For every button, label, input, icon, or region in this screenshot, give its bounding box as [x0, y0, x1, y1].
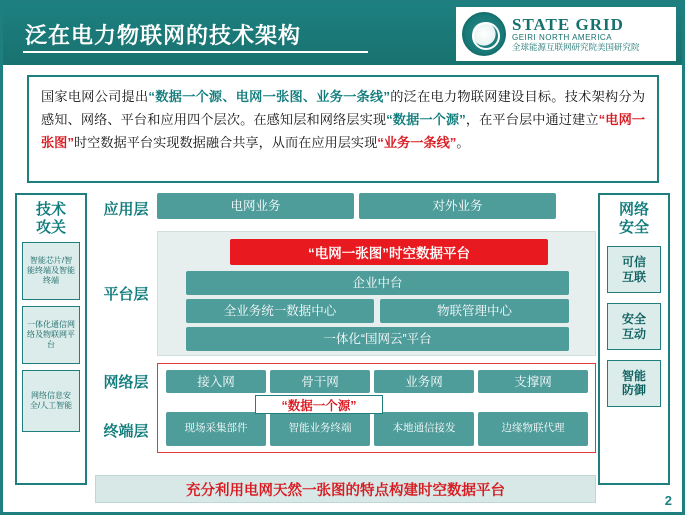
right-item-2-line-1: 智能 — [621, 368, 646, 383]
page-title: 泛在电力物联网的技术架构 — [25, 23, 302, 48]
terminal-cell-1: 智能业务终端 — [270, 412, 370, 446]
title-underline — [23, 51, 368, 53]
left-column-tech — [15, 193, 87, 485]
left-item-2: 网络信息安全/人工智能 — [22, 370, 80, 432]
right-item-2-line-2: 防御 — [621, 383, 646, 398]
right-column-security — [598, 193, 670, 485]
left-column-title — [17, 201, 85, 236]
platform-highlight-cell: “电网一张图”时空数据平台 — [230, 239, 548, 265]
network-cell-2: 业务网 — [374, 370, 474, 393]
layer-terminal-label: 终端层 — [103, 422, 149, 440]
layer-application — [95, 193, 596, 223]
architecture-diagram — [95, 193, 596, 485]
para-text-2: 的泛在电力物联网建设目标。技术架构分为感知、网络、平台和应用四个层次。在感知层和网络层实现 — [41, 89, 646, 128]
layer-platform — [157, 231, 596, 356]
para-text-1: 国家电网公司提出 — [41, 89, 149, 104]
network-cell-1: 骨干网 — [270, 370, 370, 393]
platform-cell-iot-center: 物联管理中心 — [380, 299, 569, 323]
right-item-1 — [607, 303, 661, 350]
platform-cell-enterprise: 企业中台 — [186, 271, 569, 295]
right-title-line-2: 安全 — [618, 218, 649, 236]
page-number: 2 — [664, 493, 672, 508]
platform-cell-cloud: 一体化“国网云”平台 — [186, 327, 569, 351]
right-title-line-1: 网络 — [618, 201, 649, 218]
terminal-cell-3: 边缘物联代理 — [478, 412, 588, 446]
right-item-1-line-2: 互动 — [621, 326, 646, 341]
logo-line-3: 全球能源互联网研究院美国研究院 — [512, 42, 640, 53]
network-cell-3: 支撑网 — [478, 370, 588, 393]
terminal-cell-0: 现场采集部件 — [166, 412, 266, 446]
logo-line-1: STATE GRID — [512, 14, 624, 34]
para-highlight-1: “数据一个源、电网一张图、业务一条线” — [148, 89, 390, 104]
right-item-1-line-1: 安全 — [621, 312, 646, 327]
data-source-badge: “数据一个源” — [255, 395, 383, 414]
para-highlight-3: “电网一张图” — [41, 112, 646, 151]
layer-platform-label: 平台层 — [103, 286, 149, 303]
logo — [456, 7, 676, 61]
app-cell-0: 电网业务 — [157, 193, 354, 219]
state-grid-emblem-icon — [462, 12, 506, 56]
description-paragraph — [27, 75, 659, 183]
para-highlight-2: “数据一个源” — [386, 112, 466, 128]
layer-application-label: 应用层 — [103, 200, 149, 218]
para-text-4: 时空数据平台实现数据融合共享，从而在应用层实现 — [73, 135, 378, 151]
app-cell-1: 对外业务 — [359, 193, 556, 219]
left-item-1: 一体化通信网络及物联网平台 — [22, 306, 80, 364]
bottom-banner: 充分利用电网天然一张图的特点构建时空数据平台 — [95, 475, 596, 503]
para-text-5: 。 — [456, 135, 470, 151]
para-text-3: ，在平台层中通过建立 — [465, 112, 599, 128]
left-title-line-2: 攻关 — [35, 218, 66, 236]
para-highlight-4: “业务一条线” — [377, 135, 457, 151]
right-item-0-line-1: 可信 — [621, 255, 646, 270]
terminal-cell-2: 本地通信接发 — [374, 412, 474, 446]
right-column-title — [600, 201, 668, 236]
right-item-2 — [607, 360, 661, 407]
slide-header — [3, 3, 682, 65]
left-item-0: 智能芯片/智能终端及智能终端 — [22, 242, 80, 300]
right-item-0 — [607, 246, 661, 293]
right-item-0-line-2: 互联 — [621, 269, 646, 284]
network-cell-0: 接入网 — [166, 370, 266, 393]
logo-line-2: GEIRI NORTH AMERICA — [512, 32, 613, 42]
layer-network-label: 网络层 — [103, 373, 149, 391]
platform-cell-data-center: 全业务统一数据中心 — [186, 299, 374, 323]
left-title-line-1: 技术 — [35, 201, 66, 218]
